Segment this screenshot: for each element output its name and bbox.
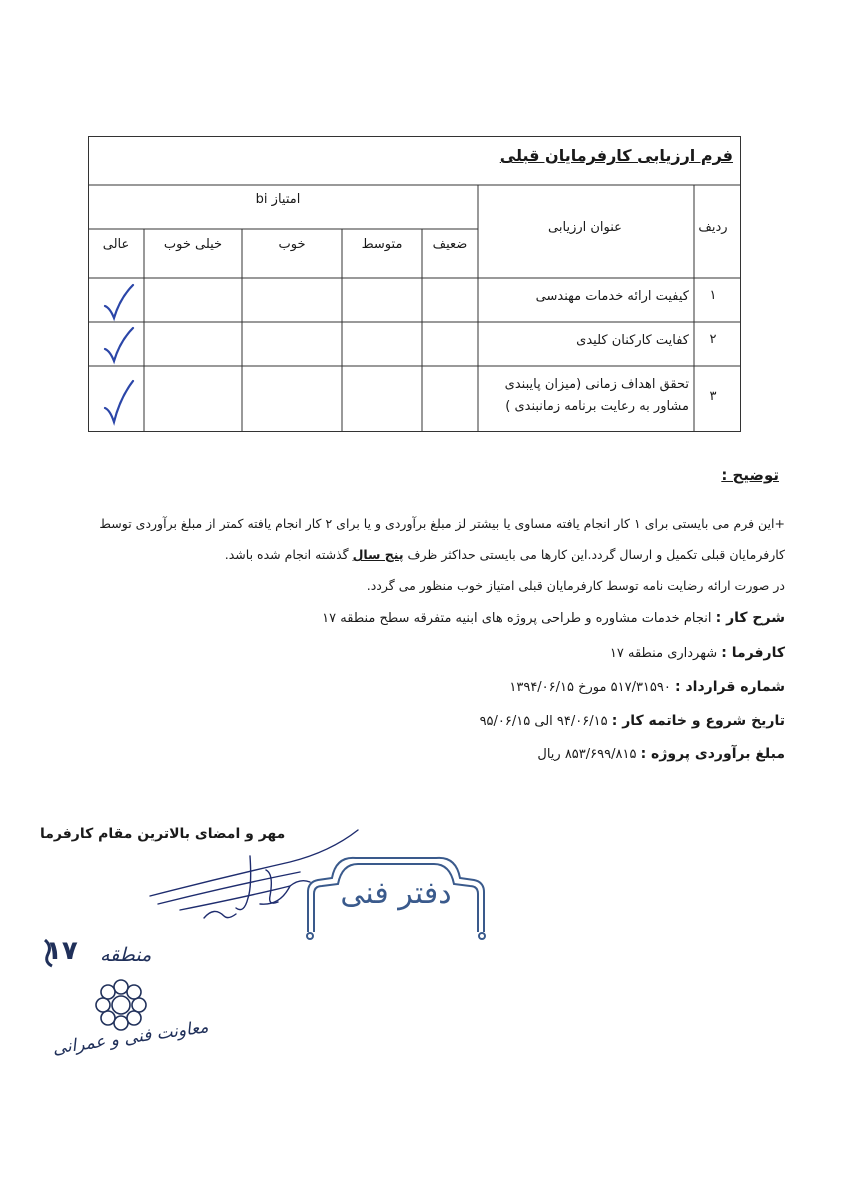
scale-weak: ضعیف bbox=[432, 237, 468, 252]
stamp-text: دفتر فنی bbox=[340, 876, 452, 911]
start-end-dates-value: ۹۴/۰۶/۱۵ الی ۹۵/۰۶/۱۵ bbox=[479, 714, 608, 729]
work-description-label: شرح کار : bbox=[715, 610, 785, 626]
seal-department-text: معاونت فنی و عمرانی bbox=[51, 1017, 210, 1059]
evaluation-title-header: عنوان ارزیابی bbox=[548, 220, 622, 235]
row-2-number: ۲ bbox=[709, 332, 717, 347]
row-3-excellent-check-icon bbox=[102, 378, 136, 426]
contract-number bbox=[65, 679, 785, 695]
row-3-title-line-1: تحقق اهداف زمانی (میزان پایبندی bbox=[504, 377, 689, 392]
row-2-title bbox=[479, 330, 689, 352]
project-amount-value: ۸۵۳/۶۹۹/۸۱۵ ریال bbox=[537, 747, 637, 762]
seal-number: ۱۷ bbox=[46, 936, 78, 966]
score-header: امتیاز bi bbox=[255, 192, 301, 207]
row-1-excellent-check-icon bbox=[102, 282, 136, 322]
scale-very-good: خیلی خوب bbox=[163, 237, 223, 252]
municipality-seal bbox=[38, 930, 210, 1080]
row-3-title bbox=[479, 374, 689, 418]
work-description-value: انجام خدمات مشاوره و طراحی پروژه های ابنیه متفرقه سطح منطقه ۱۷ bbox=[322, 611, 712, 626]
notes-line-1: +این فرم می بایستی برای ۱ کار انجام یافته مساوی یا بیشتر لز مبلغ برآوردی و یا برای ۲ کار انجام یافته کمتر از مبلغ برآوردی توسط bbox=[99, 516, 785, 531]
notes-line-2-start: کارفرمایان قبلی تکمیل و ارسال گردد.این کارها می بایستی حداکثر ظرف bbox=[403, 547, 785, 562]
five-years-emphasis: پنج سال bbox=[352, 547, 404, 562]
notes-line-2 bbox=[65, 547, 785, 562]
form-title: فرم ارزیابی کارفرمایان قبلی bbox=[499, 146, 733, 165]
scale-good: خوب bbox=[278, 237, 306, 252]
row-1-title bbox=[479, 286, 689, 308]
row-number-header: ردیف bbox=[698, 220, 728, 235]
notes-line-2-end: گذشته انجام شده باشد. bbox=[224, 547, 353, 562]
work-description bbox=[65, 610, 785, 626]
notes-heading: توضیح : bbox=[721, 466, 779, 484]
contract-number-label: شماره قرارداد : bbox=[675, 679, 785, 695]
employer-value: شهرداری منطقه ۱۷ bbox=[609, 646, 718, 661]
scale-excellent: عالی bbox=[102, 237, 130, 252]
start-end-dates bbox=[65, 713, 785, 729]
seal-region-text: منطقه bbox=[100, 944, 152, 966]
row-2-title-line: کفایت کارکنان کلیدی bbox=[576, 333, 689, 348]
evaluation-form-table bbox=[88, 136, 741, 432]
row-3-number: ۳ bbox=[709, 389, 717, 404]
row-3-title-line-2: مشاور به رعایت برنامه زمانبندی ) bbox=[505, 399, 689, 414]
seal-mark-icon bbox=[42, 938, 56, 968]
start-end-dates-label: تاریخ شروع و خاتمه کار : bbox=[611, 713, 785, 729]
technical-office-stamp bbox=[296, 852, 496, 944]
scale-average: متوسط bbox=[361, 237, 403, 252]
row-1-title-line: کیفیت ارائه خدمات مهندسی bbox=[535, 289, 689, 304]
contract-number-value: ۵۱۷/۳۱۵۹۰ مورخ ۱۳۹۴/۰۶/۱۵ bbox=[509, 680, 671, 695]
row-2-excellent-check-icon bbox=[102, 325, 136, 365]
project-amount-label: مبلغ برآوردی پروژه : bbox=[640, 746, 785, 762]
notes-line-3: در صورت ارائه رضایت نامه توسط کارفرمایان قبلی امتیاز خوب منظور می گردد. bbox=[366, 578, 785, 593]
signature-title: مهر و امضای بالاترین مقام کارفرما bbox=[40, 826, 286, 842]
employer bbox=[65, 645, 785, 661]
project-amount bbox=[65, 746, 785, 762]
employer-label: کارفرما : bbox=[721, 645, 785, 661]
row-1-number: ۱ bbox=[709, 288, 717, 303]
